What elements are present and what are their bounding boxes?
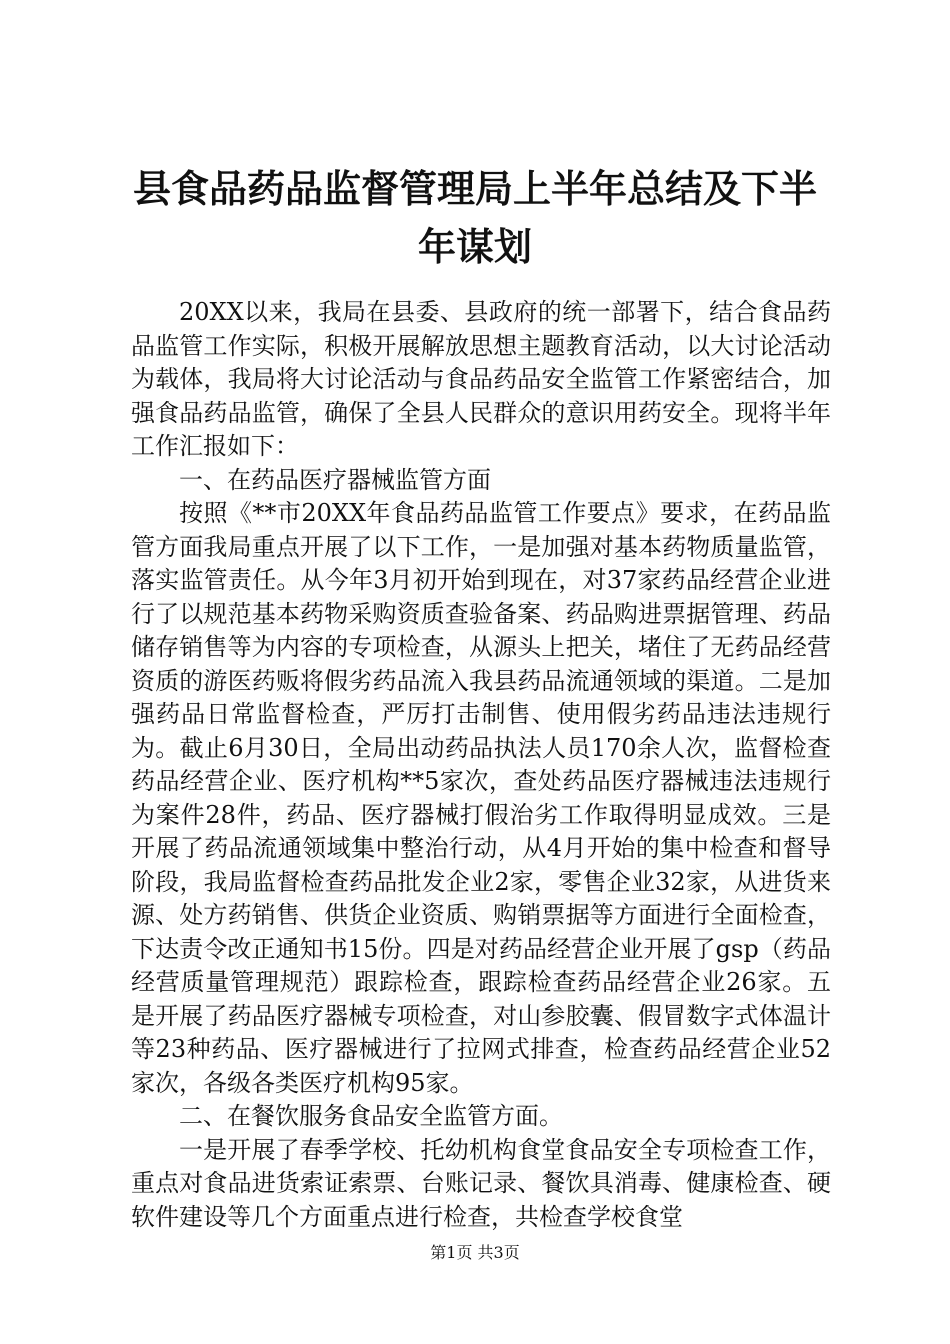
paragraph-drug-supervision: 按照《**市20XX年食品药品监管工作要点》要求，在药品监管方面我局重点开展了以下工作，一是加强对基本药物质量监管，落实监管责任。从今年3月初开始到现在，对37家药品经营企业进行了以规范基本药物采购资质查验备案、药品购进票据管理、药品储存销售等为内容的专项检查，从源头上把关，堵住了无药品经营资质的游医药贩将假劣药品流入我县药品流通领域的渠道。二是加强药品日常监督检查，严厉打击制售、使用假劣药品违法违规行为。截止6月30日，全局出动药品执法人员170余人次，监督检查药品经营企业、医疗机构**5家次，查处药品医疗器械违法违规行为案件28件，药品、医疗器械打假治劣工作取得明显成效。三是开展了药品流通领域集中整治行动，从4月开始的集中检查和督导阶段，我局监督检查药品批发企业2家，零售企业32家，从进货来源、处方药销售、供货企业资质、购销票据等方面进行全面检查，下达责令改正通知书15份。四是对药品经营企业开展了gsp（药品经营质量管理规范）跟踪检查，跟踪检查药品经营企业26家。五是开展了药品医疗器械专项检查，对山参胶囊、假冒数字式体温计等23种药品、医疗器械进行了拉网式排查，检查药品经营企业52家次，各级各类医疗机构95家。 bbox=[131, 499, 831, 1097]
paragraph-intro: 20XX以来，我局在县委、县政府的统一部署下，结合食品药品监管工作实际，积极开展解放思想主题教育活动，以大讨论活动为载体，我局将大讨论活动与食品药品安全监管工作紧密结合，加强食品药品监管，确保了全县人民群众的意识用药安全。现将半年工作汇报如下： bbox=[131, 298, 831, 460]
section-heading-1: 一、在药品医疗器械监管方面 bbox=[179, 465, 491, 494]
document-body bbox=[131, 296, 831, 1234]
paragraph-catering-supervision: 一是开展了春季学校、托幼机构食堂食品安全专项检查工作，重点对食品进货索证索票、台账记录、餐饮具消毒、健康检查、硬软件建设等几个方面重点进行检查，共检查学校食堂 bbox=[131, 1135, 831, 1231]
section-heading-2: 二、在餐饮服务食品安全监管方面。 bbox=[179, 1102, 563, 1130]
document-title: 县食品药品监督管理局上半年总结及下半年谋划 bbox=[132, 166, 817, 269]
page-footer: 第1页 共3页 bbox=[430, 1243, 520, 1262]
